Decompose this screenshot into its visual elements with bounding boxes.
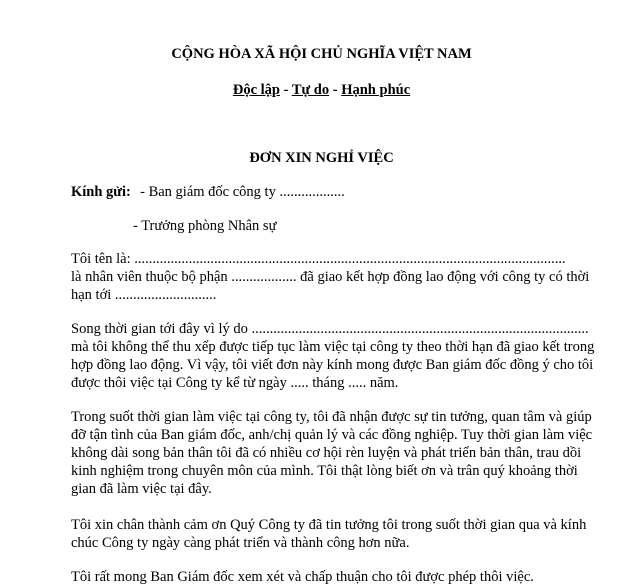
thanks-line-1: Tôi xin chân thành cảm ơn Quý Công ty đã tin tưởng tôi trong suốt thời gian qua và kính [71, 517, 587, 533]
intro-line-1: Tôi tên là: ....................................................................................................................... [71, 251, 566, 267]
gratitude-line-3: không dài song bản thân tôi đã có nhiều cơ hội rèn luyện và phát triển bản thân, trau dồi [71, 445, 582, 461]
gratitude-line-2: đỡ tận tình của Ban giám đốc, anh/chị quản lý và các đồng nghiệp. Tuy thời gian làm việc [71, 427, 593, 443]
gratitude-line-1: Trong suốt thời gian làm việc tại công ty, tôi đã nhận được sự tin tưởng, quan tâm và giúp [71, 409, 592, 425]
national-motto [0, 81, 643, 99]
intro-line-3: hạn tới ............................ [71, 287, 217, 303]
nation-heading: CỘNG HÒA XÃ HỘI CHỦ NGHĨA VIỆT NAM [171, 46, 472, 62]
reason-line-2: mà tôi không thể thu xếp được tiếp tục làm việc tại công ty theo thời hạn đã giao kết trong [71, 339, 595, 355]
recipients-line-1 [71, 183, 345, 201]
document-title: ĐƠN XIN NGHỈ VIỆC [249, 150, 394, 166]
recipients-label: Kính gửi: [71, 184, 131, 200]
reason-line-4: được thôi việc tại Công ty kể từ ngày ..... tháng ..... năm. [71, 375, 399, 391]
recipient-hr: - Trưởng phòng Nhân sự [133, 218, 277, 234]
thanks-line-2: chúc Công ty ngày càng phát triển và thành công hơn nữa. [71, 535, 410, 551]
motto-happiness: Hạnh phúc [341, 82, 411, 98]
motto-separator: - [279, 82, 292, 98]
motto-independence: Độc lập [232, 82, 280, 98]
motto-separator: - [329, 82, 342, 98]
reason-line-1: Song thời gian tới đây vì lý do ............................................................................................. [71, 321, 589, 337]
reason-line-3: hợp đồng lao động. Vì vậy, tôi viết đơn này kính mong được Ban giám đốc đồng ý cho tôi [71, 357, 594, 373]
gratitude-line-5: gian đã làm việc tại đây. [71, 481, 212, 497]
gratitude-line-4: kinh nghiệm trong chuyên môn của mình. Tôi thật lòng biết ơn và trân quý khoảng thời [71, 463, 578, 479]
intro-line-2: là nhân viên thuộc bộ phận .................. đã giao kết hợp đồng lao động với công ty có thời [71, 269, 590, 285]
closing-line-1: Tôi rất mong Ban Giám đốc xem xét và chấp thuận cho tôi được phép thôi việc. [71, 569, 534, 585]
motto-freedom: Tự do [291, 82, 330, 98]
recipient-director: - Ban giám đốc công ty .................. [140, 184, 345, 200]
